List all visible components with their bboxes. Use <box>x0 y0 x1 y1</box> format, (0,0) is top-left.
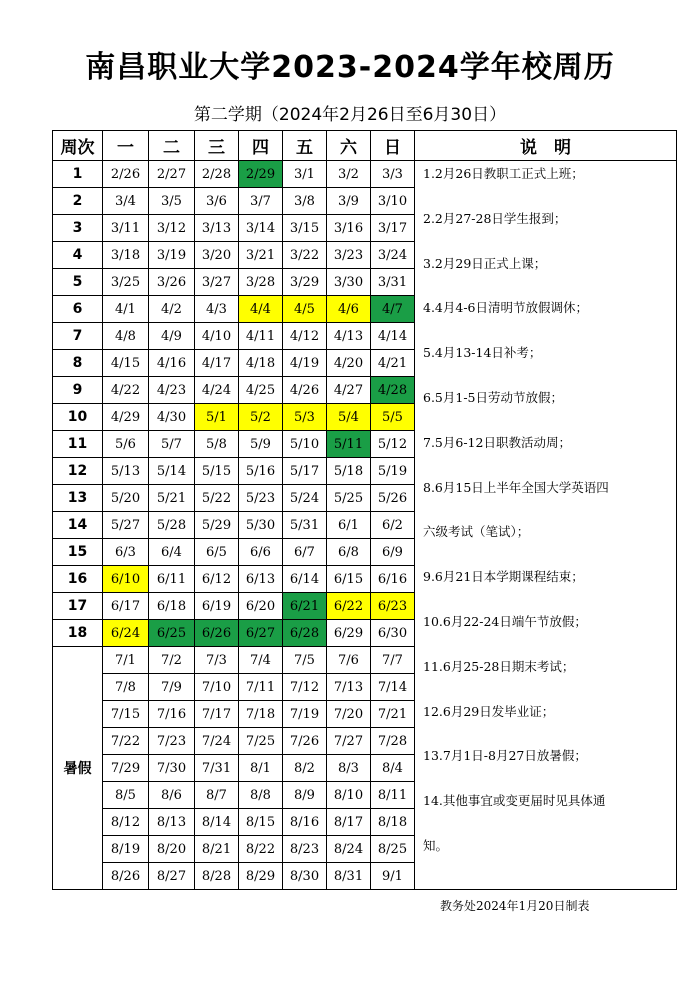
day-cell: 3/7 <box>239 188 283 215</box>
day-cell: 7/3 <box>195 647 239 674</box>
day-cell: 7/15 <box>103 701 149 728</box>
day-cell: 5/28 <box>149 512 195 539</box>
day-cell: 5/11 <box>327 431 371 458</box>
day-cell: 8/14 <box>195 809 239 836</box>
day-cell: 5/26 <box>371 485 415 512</box>
day-cell: 5/14 <box>149 458 195 485</box>
week-number: 17 <box>53 593 103 620</box>
day-cell: 4/7 <box>371 296 415 323</box>
day-cell: 7/21 <box>371 701 415 728</box>
day-cell: 4/9 <box>149 323 195 350</box>
day-cell: 6/11 <box>149 566 195 593</box>
day-cell: 7/28 <box>371 728 415 755</box>
day-cell: 3/15 <box>283 215 327 242</box>
header-notes: 说 明 <box>415 131 677 161</box>
day-cell: 7/20 <box>327 701 371 728</box>
note-line: 14.其他事宜或变更届时见具体通 <box>423 793 606 809</box>
header-row <box>53 131 677 161</box>
day-cell: 4/10 <box>195 323 239 350</box>
day-cell: 8/12 <box>103 809 149 836</box>
header-weekday: 三 <box>195 131 239 161</box>
day-cell: 4/21 <box>371 350 415 377</box>
note-line: 10.6月22-24日端午节放假； <box>423 613 587 629</box>
day-cell: 3/11 <box>103 215 149 242</box>
day-cell: 2/28 <box>195 161 239 188</box>
day-cell: 8/19 <box>103 836 149 863</box>
day-cell: 6/25 <box>149 620 195 647</box>
day-cell: 8/5 <box>103 782 149 809</box>
day-cell: 9/1 <box>371 863 415 890</box>
day-cell: 5/16 <box>239 458 283 485</box>
day-cell: 5/10 <box>283 431 327 458</box>
day-cell: 6/30 <box>371 620 415 647</box>
day-cell: 7/22 <box>103 728 149 755</box>
day-cell: 8/17 <box>327 809 371 836</box>
day-cell: 4/24 <box>195 377 239 404</box>
day-cell: 3/17 <box>371 215 415 242</box>
day-cell: 8/30 <box>283 863 327 890</box>
day-cell: 7/23 <box>149 728 195 755</box>
note-line: 9.6月21日本学期课程结束； <box>423 569 584 585</box>
note-line: 4.4月4-6日清明节放假调休； <box>423 300 589 316</box>
day-cell: 4/17 <box>195 350 239 377</box>
note-line: 3.2月29日正式上课； <box>423 255 547 271</box>
day-cell: 7/11 <box>239 674 283 701</box>
week-number: 5 <box>53 269 103 296</box>
day-cell: 3/29 <box>283 269 327 296</box>
day-cell: 4/6 <box>327 296 371 323</box>
day-cell: 8/3 <box>327 755 371 782</box>
day-cell: 8/20 <box>149 836 195 863</box>
day-cell: 4/26 <box>283 377 327 404</box>
header-weekday: 四 <box>239 131 283 161</box>
day-cell: 5/20 <box>103 485 149 512</box>
day-cell: 6/14 <box>283 566 327 593</box>
day-cell: 6/8 <box>327 539 371 566</box>
week-number: 4 <box>53 242 103 269</box>
day-cell: 6/13 <box>239 566 283 593</box>
day-cell: 7/7 <box>371 647 415 674</box>
day-cell: 7/2 <box>149 647 195 674</box>
day-cell: 5/3 <box>283 404 327 431</box>
day-cell: 4/23 <box>149 377 195 404</box>
day-cell: 8/13 <box>149 809 195 836</box>
day-cell: 3/2 <box>327 161 371 188</box>
day-cell: 7/4 <box>239 647 283 674</box>
note-line: 12.6月29日发毕业证； <box>423 703 555 719</box>
day-cell: 7/31 <box>195 755 239 782</box>
day-cell: 5/27 <box>103 512 149 539</box>
day-cell: 6/4 <box>149 539 195 566</box>
day-cell: 4/25 <box>239 377 283 404</box>
day-cell: 7/26 <box>283 728 327 755</box>
day-cell: 8/15 <box>239 809 283 836</box>
day-cell: 4/27 <box>327 377 371 404</box>
day-cell: 6/28 <box>283 620 327 647</box>
day-cell: 8/25 <box>371 836 415 863</box>
week-number: 11 <box>53 431 103 458</box>
day-cell: 7/13 <box>327 674 371 701</box>
note-line: 知。 <box>423 837 449 853</box>
day-cell: 3/4 <box>103 188 149 215</box>
day-cell: 6/9 <box>371 539 415 566</box>
day-cell: 8/10 <box>327 782 371 809</box>
note-line: 13.7月1日-8月27日放暑假； <box>423 748 587 764</box>
day-cell: 3/14 <box>239 215 283 242</box>
notes-column <box>415 161 677 890</box>
week-number: 10 <box>53 404 103 431</box>
day-cell: 3/3 <box>371 161 415 188</box>
day-cell: 7/14 <box>371 674 415 701</box>
week-number: 15 <box>53 539 103 566</box>
header-week-no: 周次 <box>53 131 103 161</box>
day-cell: 3/30 <box>327 269 371 296</box>
day-cell: 3/18 <box>103 242 149 269</box>
note-line: 5.4月13-14日补考； <box>423 345 542 361</box>
day-cell: 5/1 <box>195 404 239 431</box>
day-cell: 8/23 <box>283 836 327 863</box>
day-cell: 7/8 <box>103 674 149 701</box>
day-cell: 8/16 <box>283 809 327 836</box>
day-cell: 8/22 <box>239 836 283 863</box>
day-cell: 6/12 <box>195 566 239 593</box>
day-cell: 3/27 <box>195 269 239 296</box>
week-number: 13 <box>53 485 103 512</box>
day-cell: 7/24 <box>195 728 239 755</box>
footer-note: 教务处2024年1月20日制表 <box>440 899 590 913</box>
day-cell: 3/31 <box>371 269 415 296</box>
day-cell: 6/5 <box>195 539 239 566</box>
day-cell: 6/19 <box>195 593 239 620</box>
week-row <box>53 161 677 188</box>
day-cell: 4/3 <box>195 296 239 323</box>
day-cell: 3/23 <box>327 242 371 269</box>
day-cell: 4/22 <box>103 377 149 404</box>
day-cell: 6/23 <box>371 593 415 620</box>
day-cell: 4/13 <box>327 323 371 350</box>
day-cell: 7/9 <box>149 674 195 701</box>
day-cell: 3/6 <box>195 188 239 215</box>
day-cell: 2/27 <box>149 161 195 188</box>
page-title: 南昌职业大学2023-2024学年校周历 <box>85 50 615 85</box>
day-cell: 4/5 <box>283 296 327 323</box>
day-cell: 5/6 <box>103 431 149 458</box>
day-cell: 4/19 <box>283 350 327 377</box>
header-weekday: 日 <box>371 131 415 161</box>
day-cell: 3/1 <box>283 161 327 188</box>
day-cell: 4/12 <box>283 323 327 350</box>
week-number: 16 <box>53 566 103 593</box>
day-cell: 4/28 <box>371 377 415 404</box>
day-cell: 4/2 <box>149 296 195 323</box>
day-cell: 6/17 <box>103 593 149 620</box>
day-cell: 8/7 <box>195 782 239 809</box>
day-cell: 8/1 <box>239 755 283 782</box>
day-cell: 5/7 <box>149 431 195 458</box>
day-cell: 7/30 <box>149 755 195 782</box>
day-cell: 5/22 <box>195 485 239 512</box>
day-cell: 2/26 <box>103 161 149 188</box>
header-weekday: 六 <box>327 131 371 161</box>
day-cell: 6/24 <box>103 620 149 647</box>
day-cell: 5/8 <box>195 431 239 458</box>
day-cell: 8/28 <box>195 863 239 890</box>
day-cell: 4/15 <box>103 350 149 377</box>
day-cell: 4/20 <box>327 350 371 377</box>
day-cell: 3/16 <box>327 215 371 242</box>
day-cell: 4/14 <box>371 323 415 350</box>
day-cell: 5/9 <box>239 431 283 458</box>
day-cell: 6/16 <box>371 566 415 593</box>
note-line: 7.5月6-12日职教活动周； <box>423 434 571 450</box>
note-line: 1.2月26日教职工正式上班； <box>423 166 584 181</box>
calendar-table <box>52 130 677 890</box>
day-cell: 8/11 <box>371 782 415 809</box>
day-cell: 6/6 <box>239 539 283 566</box>
day-cell: 5/19 <box>371 458 415 485</box>
day-cell: 5/2 <box>239 404 283 431</box>
day-cell: 3/24 <box>371 242 415 269</box>
day-cell: 7/27 <box>327 728 371 755</box>
day-cell: 5/12 <box>371 431 415 458</box>
day-cell: 5/13 <box>103 458 149 485</box>
day-cell: 6/21 <box>283 593 327 620</box>
day-cell: 8/9 <box>283 782 327 809</box>
day-cell: 6/7 <box>283 539 327 566</box>
day-cell: 4/8 <box>103 323 149 350</box>
day-cell: 8/26 <box>103 863 149 890</box>
day-cell: 5/30 <box>239 512 283 539</box>
day-cell: 7/12 <box>283 674 327 701</box>
day-cell: 7/1 <box>103 647 149 674</box>
week-number: 18 <box>53 620 103 647</box>
day-cell: 8/4 <box>371 755 415 782</box>
day-cell: 8/8 <box>239 782 283 809</box>
day-cell: 2/29 <box>239 161 283 188</box>
day-cell: 4/1 <box>103 296 149 323</box>
week-number: 14 <box>53 512 103 539</box>
day-cell: 8/31 <box>327 863 371 890</box>
note-line: 11.6月25-28日期末考试； <box>423 658 575 674</box>
note-line: 8.6月15日上半年全国大学英语四 <box>423 479 609 495</box>
day-cell: 3/13 <box>195 215 239 242</box>
day-cell: 4/30 <box>149 404 195 431</box>
note-line: 2.2月27-28日学生报到； <box>423 210 567 226</box>
day-cell: 5/31 <box>283 512 327 539</box>
week-number: 8 <box>53 350 103 377</box>
day-cell: 6/1 <box>327 512 371 539</box>
day-cell: 6/26 <box>195 620 239 647</box>
day-cell: 8/29 <box>239 863 283 890</box>
week-number: 2 <box>53 188 103 215</box>
day-cell: 8/6 <box>149 782 195 809</box>
day-cell: 3/9 <box>327 188 371 215</box>
week-number: 7 <box>53 323 103 350</box>
day-cell: 8/18 <box>371 809 415 836</box>
day-cell: 6/27 <box>239 620 283 647</box>
day-cell: 7/18 <box>239 701 283 728</box>
week-number: 9 <box>53 377 103 404</box>
day-cell: 8/24 <box>327 836 371 863</box>
day-cell: 6/3 <box>103 539 149 566</box>
day-cell: 5/25 <box>327 485 371 512</box>
day-cell: 5/23 <box>239 485 283 512</box>
summer-label: 暑假 <box>53 647 103 890</box>
week-number: 12 <box>53 458 103 485</box>
day-cell: 7/17 <box>195 701 239 728</box>
day-cell: 4/18 <box>239 350 283 377</box>
day-cell: 7/19 <box>283 701 327 728</box>
day-cell: 6/22 <box>327 593 371 620</box>
day-cell: 8/27 <box>149 863 195 890</box>
day-cell: 3/22 <box>283 242 327 269</box>
day-cell: 7/29 <box>103 755 149 782</box>
day-cell: 3/28 <box>239 269 283 296</box>
day-cell: 6/29 <box>327 620 371 647</box>
day-cell: 5/24 <box>283 485 327 512</box>
day-cell: 3/19 <box>149 242 195 269</box>
day-cell: 7/6 <box>327 647 371 674</box>
week-number: 3 <box>53 215 103 242</box>
day-cell: 3/26 <box>149 269 195 296</box>
day-cell: 7/10 <box>195 674 239 701</box>
day-cell: 6/15 <box>327 566 371 593</box>
day-cell: 8/2 <box>283 755 327 782</box>
day-cell: 7/16 <box>149 701 195 728</box>
day-cell: 4/16 <box>149 350 195 377</box>
note-line: 6.5月1-5日劳动节放假； <box>423 389 564 405</box>
day-cell: 3/5 <box>149 188 195 215</box>
day-cell: 6/18 <box>149 593 195 620</box>
day-cell: 5/18 <box>327 458 371 485</box>
day-cell: 7/5 <box>283 647 327 674</box>
day-cell: 5/4 <box>327 404 371 431</box>
day-cell: 3/10 <box>371 188 415 215</box>
day-cell: 3/21 <box>239 242 283 269</box>
day-cell: 5/29 <box>195 512 239 539</box>
day-cell: 8/21 <box>195 836 239 863</box>
header-weekday: 五 <box>283 131 327 161</box>
day-cell: 4/11 <box>239 323 283 350</box>
day-cell: 5/15 <box>195 458 239 485</box>
page-subtitle: 第二学期（2024年2月26日至6月30日） <box>193 105 507 125</box>
day-cell: 7/25 <box>239 728 283 755</box>
day-cell: 6/10 <box>103 566 149 593</box>
day-cell: 4/29 <box>103 404 149 431</box>
note-line: 六级考试（笔试）； <box>423 524 530 540</box>
header-weekday: 二 <box>149 131 195 161</box>
day-cell: 6/2 <box>371 512 415 539</box>
day-cell: 5/5 <box>371 404 415 431</box>
day-cell: 3/12 <box>149 215 195 242</box>
day-cell: 5/17 <box>283 458 327 485</box>
day-cell: 5/21 <box>149 485 195 512</box>
week-number: 6 <box>53 296 103 323</box>
header-weekday: 一 <box>103 131 149 161</box>
day-cell: 4/4 <box>239 296 283 323</box>
day-cell: 3/20 <box>195 242 239 269</box>
week-number: 1 <box>53 161 103 188</box>
day-cell: 3/25 <box>103 269 149 296</box>
day-cell: 3/8 <box>283 188 327 215</box>
day-cell: 6/20 <box>239 593 283 620</box>
